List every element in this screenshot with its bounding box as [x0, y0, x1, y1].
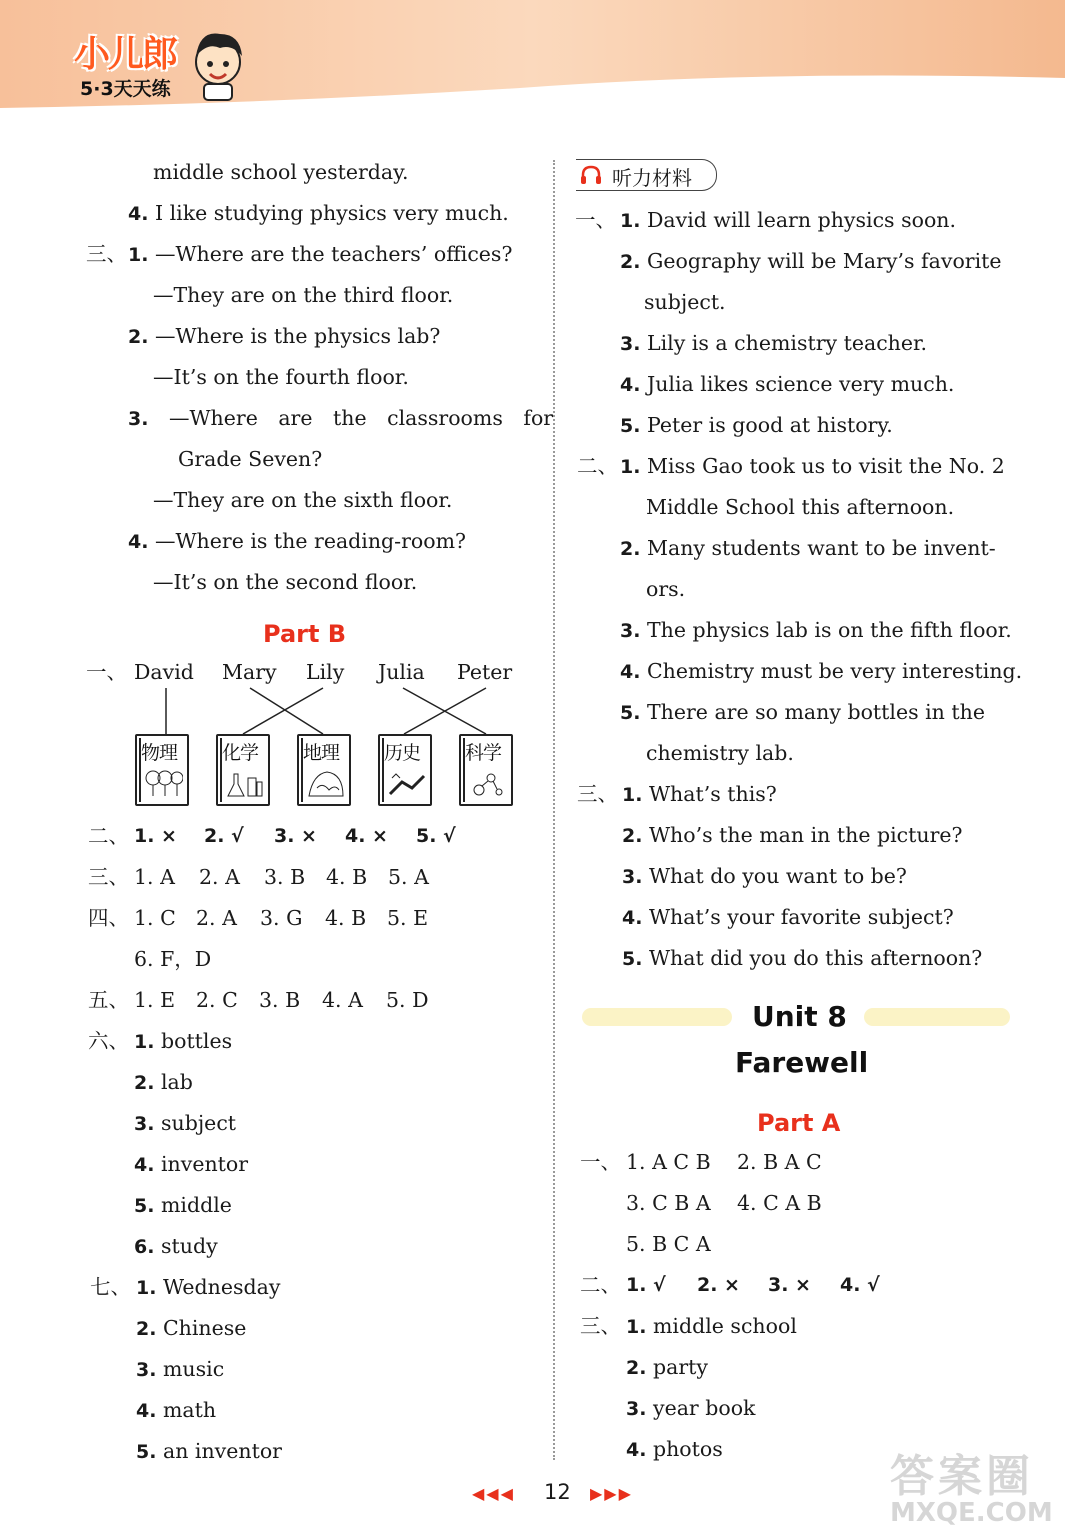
list-item: 4. —Where is the reading-room?: [128, 529, 467, 553]
book-geography: 地理: [297, 734, 351, 806]
unit-title: Unit 8: [752, 1000, 847, 1033]
answer-item: 3. B: [259, 988, 301, 1012]
balloons-icon: [145, 768, 183, 798]
section-label-san2: 三、: [88, 865, 129, 889]
book-chemistry: 化学: [216, 734, 270, 806]
list-item: 1. David will learn physics soon.: [620, 208, 957, 232]
section-label-liu: 六、: [88, 1029, 129, 1053]
answer-item: 1. E: [134, 988, 176, 1012]
section-label-wu: 五、: [88, 988, 129, 1012]
list-item: 5. What did you do this afternoon?: [622, 946, 983, 970]
list-item: 2. Many students want to be invent-: [620, 536, 996, 560]
list-item: 2. —Where is the physics lab?: [128, 324, 441, 348]
continued-line: middle school yesterday.: [153, 160, 409, 184]
headphones-icon: [580, 165, 602, 185]
section-label-qi: 七、: [90, 1275, 131, 1299]
name-peter: Peter: [457, 660, 513, 684]
answer-item: 4. √: [840, 1274, 880, 1296]
list-item: 3. What do you want to be?: [622, 864, 907, 888]
answer-item: 3. B: [264, 865, 306, 889]
list-item: 1. middle school: [626, 1314, 797, 1338]
flask-icon: [226, 768, 264, 798]
answer-item: 3. C B A: [626, 1191, 711, 1215]
section-label-yi: 一、: [86, 660, 127, 684]
answer-item: 4. C A B: [737, 1191, 822, 1215]
list-item: 4. math: [136, 1398, 217, 1422]
answer-item: 5. D: [386, 988, 429, 1012]
list-item: 3. —Where are the classrooms for: [128, 406, 554, 430]
answer-item: 1. A C B: [626, 1150, 711, 1174]
answer-item: 5. √: [416, 825, 456, 847]
answer-item: 4. B: [326, 865, 368, 889]
answer-item: 5. E: [387, 906, 429, 930]
list-item: 5. an inventor: [136, 1439, 282, 1463]
book-physics: 物理: [135, 734, 189, 806]
answer-item: 5. B C A: [626, 1232, 711, 1256]
list-item: 4. I like studying physics very much.: [128, 201, 509, 225]
list-item-continued: subject.: [644, 290, 726, 314]
brand-subtitle: 5·3天天练: [80, 78, 171, 100]
answer-item: 1. ×: [134, 825, 177, 847]
name-julia: Julia: [378, 660, 425, 684]
list-item: 5. middle: [134, 1193, 232, 1217]
list-item-continued: Middle School this afternoon.: [646, 495, 955, 519]
list-item: 4. inventor: [134, 1152, 249, 1176]
list-item: 5. Peter is good at history.: [620, 413, 893, 437]
answer-line: —It’s on the fourth floor.: [153, 365, 409, 389]
list-item: 1. —Where are the teachers’ offices?: [128, 242, 513, 266]
page-number: 12: [544, 1480, 571, 1504]
watermark: 答案圈 MXQE.COM: [890, 1451, 1053, 1528]
question-continued: Grade Seven?: [178, 447, 323, 471]
list-item: 2. Geography will be Mary’s favorite: [620, 249, 1002, 273]
map-icon: [307, 768, 345, 798]
list-item: 2. lab: [134, 1070, 193, 1094]
answer-item: 1. C: [134, 906, 176, 930]
section-label-er: 二、: [580, 1273, 621, 1297]
unit-decor-left: [582, 1008, 732, 1026]
answer-item: 3. ×: [768, 1274, 811, 1296]
list-item: 2. Who’s the man in the picture?: [622, 823, 963, 847]
list-item: 2. party: [626, 1355, 708, 1379]
answer-line: —They are on the third floor.: [153, 283, 454, 307]
answer-item: 2. ×: [697, 1274, 740, 1296]
section-label-yi: 一、: [580, 1150, 621, 1174]
list-item: 3. The physics lab is on the fifth floor.: [620, 618, 1012, 642]
section-label-er: 二、: [88, 824, 129, 848]
unit-decor-right: [864, 1008, 1010, 1026]
list-item: 3. Lily is a chemistry teacher.: [620, 331, 928, 355]
answer-line: —They are on the sixth floor.: [153, 488, 453, 512]
brand-logo: 小儿郎: [74, 34, 177, 75]
list-item: 1. Miss Gao took us to visit the No. 2: [620, 454, 1005, 478]
book-science: 科学: [459, 734, 513, 806]
list-item: 1. What’s this?: [622, 782, 777, 806]
list-item: 4. photos: [626, 1437, 723, 1461]
answer-item: 2. C: [196, 988, 238, 1012]
prev-arrows-icon: ◀◀◀: [472, 1484, 515, 1503]
molecule-icon: [469, 768, 507, 798]
answer-item: 2. A: [196, 906, 237, 930]
list-item: 6. study: [134, 1234, 218, 1258]
listening-title: 听力材料: [612, 166, 692, 190]
list-item: 4. What’s your favorite subject?: [622, 905, 954, 929]
next-arrows-icon: ▶▶▶: [590, 1484, 633, 1503]
section-label-yi: 一、: [575, 208, 616, 232]
listening-material-tag: [576, 159, 717, 191]
answer-item: 1. √: [626, 1274, 666, 1296]
answer-item: 2. B A C: [737, 1150, 822, 1174]
answer-item: 3. G: [260, 906, 303, 930]
name-david: David: [134, 660, 194, 684]
list-item: 4. Chemistry must be very interesting.: [620, 659, 1023, 683]
list-item: 1. Wednesday: [136, 1275, 281, 1299]
section-label-san: 三、: [86, 242, 127, 266]
name-mary: Mary: [222, 660, 277, 684]
list-item: 2. Chinese: [136, 1316, 247, 1340]
list-item: 1. bottles: [134, 1029, 233, 1053]
list-item: 4. Julia likes science very much.: [620, 372, 955, 396]
answer-item: 4. A: [322, 988, 363, 1012]
part-b-heading: Part B: [263, 620, 347, 648]
unit-subtitle: Farewell: [735, 1046, 869, 1079]
list-item: 5. There are so many bottles in the: [620, 700, 985, 724]
answer-item: 4. ×: [345, 825, 388, 847]
list-item-continued: chemistry lab.: [646, 741, 794, 765]
answer-item: 2. √: [204, 825, 244, 847]
list-item: 3. year book: [626, 1396, 756, 1420]
list-item-continued: ors.: [646, 577, 686, 601]
answer-item: 2. A: [199, 865, 240, 889]
name-lily: Lily: [306, 660, 345, 684]
answer-line: —It’s on the second floor.: [153, 570, 418, 594]
part-a-heading: Part A: [757, 1109, 841, 1137]
answer-item: 1. A: [134, 865, 175, 889]
answer-item: 5. A: [388, 865, 429, 889]
section-label-si: 四、: [88, 906, 129, 930]
great-wall-icon: [388, 768, 426, 798]
answer-item: 4. B: [325, 906, 367, 930]
book-history: 历史: [378, 734, 432, 806]
list-item: 3. music: [136, 1357, 225, 1381]
section-label-san: 三、: [577, 782, 618, 806]
section-label-san: 三、: [580, 1314, 621, 1338]
section-label-er: 二、: [577, 454, 618, 478]
answer-item: 3. ×: [274, 825, 317, 847]
answer-item: 6. F，D: [134, 947, 212, 971]
list-item: 3. subject: [134, 1111, 237, 1135]
